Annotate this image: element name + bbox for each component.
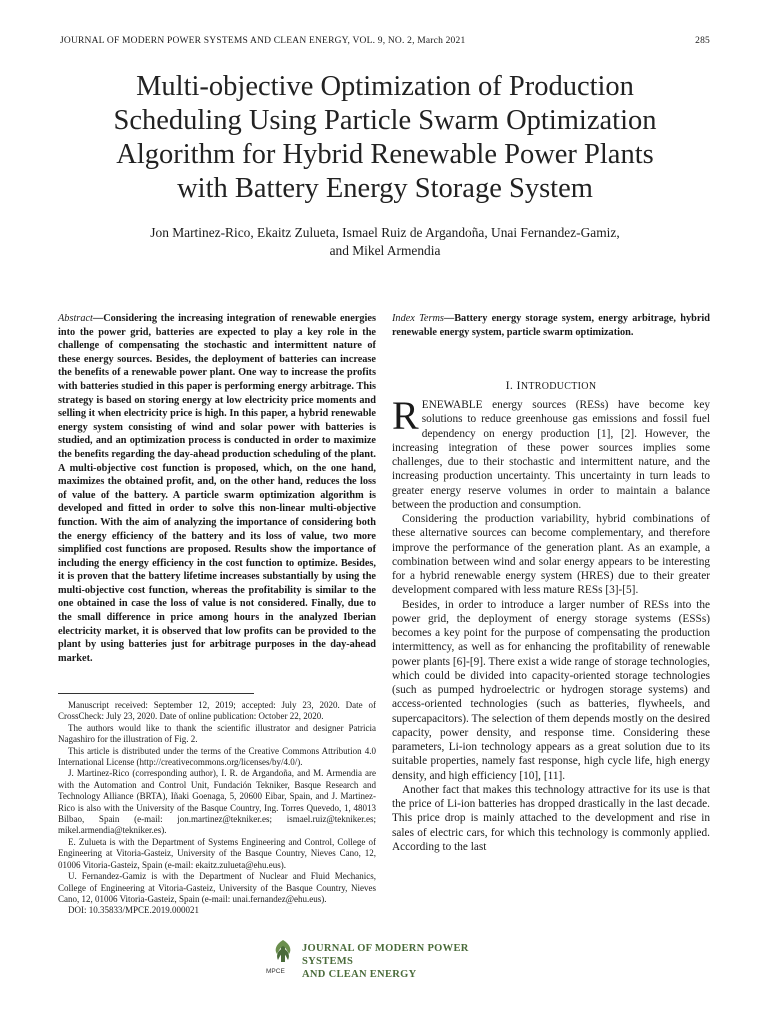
footnote-affiliation: U. Fernandez-Gamiz is with the Department of Nuclear and Fluid Mechanics, College of Engineering at Vitoria-Gasteiz, University of the Basque Country, Nieves Cano, 12, 01006 Vitoria-Gasteiz, Spain (e-mail: unai.fernandez@ehu.eus). — [58, 871, 376, 904]
abstract-label: Abstract — [58, 313, 93, 324]
drop-cap: R — [392, 393, 419, 438]
author-line: and Mikel Armendia — [329, 243, 441, 258]
abstract-text: —Considering the increasing integration of renewable energies into the power grid, batteries are expected to play a key role in the challenge of compensating the stochastic and intermittent nature of these energy sources. Besides, the deployment of batteries can increase the benefits of a renewable power plant. One way to increase the profits with batteries studied in this paper is performing energy arbitrage. This strategy is based on storing energy at low electricity price moments and selling it when electricity price is high. In this paper, a hybrid renewable energy system consisting of wind and solar power with batteries is studied, and an optimization process is conducted in order to maximize the benefits regarding the day-ahead production scheduling of the plant. A multi-objective cost function is proposed, which, on the one hand, maximizes the obtained profit, and, on the other hand, reduces the loss of value of the battery. A particle swarm optimization algorithm is developed and fitted in order to solve this non-linear multi-objective function. With the aim of analyzing the importance of considering both the energy efficiency of the battery and its loss of value, two more simplified cost functions are proposed. Results show the importance of including the energy efficiency in the cost function to optimize. Besides, it is proven that the battery lifetime increases substantially by using the multi-objective cost function, whereas the profitability is similar to the one obtained in case the loss of value is not considered. Finally, due to the small difference in price among hours in the analyzed Iberian electricity market, it is observed that low profits can be provided to the plant by using batteries just for arbitrage purposes in the day-ahead market. — [58, 313, 376, 664]
footnote-manuscript: Manuscript received: September 12, 2019; accepted: July 23, 2020. Date of CrossCheck: July 23, 2020. Date of online publication: October 22, 2020. — [58, 700, 376, 722]
footnote-doi: DOI: 10.35833/MPCE.2019.000021 — [68, 905, 200, 916]
intro-paragraph: Another fact that makes this technology attractive for its use is that the price of Li-ion batteries has dropped drastically in the last decade. This price drop is mainly attached to the development and rise in sales of electric cars, for which this technology is commonly applied. According to the last — [392, 783, 710, 853]
section-number: I. I — [505, 378, 521, 392]
page-number: 285 — [695, 36, 710, 46]
section-heading — [392, 378, 710, 393]
intro-paragraph: Besides, in order to introduce a larger number of RESs into the power grid, the deployment of energy storage systems (ESSs) becomes a key point for the purpose of compensating the production intermittency, as well as for enhancing the profitability of renewable power plants [6]-[9]. There exist a wide range of storage technologies, which could be divided into capacity-oriented storage technologies (such as pumped hydroelectric or hydrogen storage systems) and access-oriented technologies (such as batteries, flywheels, and supercapacitors). The selection of them depends mostly on the desired capacity, power density, and response time. Considering these parameters, Li-ion technology appears as a great solution due to its suitable properties, namely fast response, high cycle life, high energy density, and high efficiency [10], [11]. — [392, 598, 710, 782]
title-line: with Battery Energy Storage System — [177, 173, 593, 204]
introduction-body — [392, 393, 710, 854]
paper-title — [60, 70, 710, 206]
footnote-affiliation: E. Zulueta is with the Department of Systems Engineering and Control, College of Engineering at Vitoria-Gasteiz, University of the Basque Country, Nieves Cano, 12, 01006 Vitoria-Gasteiz, Spain (e-mail: ekaitz.zulueta@ehu.eus). — [58, 836, 376, 870]
abstract — [58, 312, 376, 665]
logo-text — [302, 942, 522, 981]
index-terms-label: Index Terms — [392, 313, 444, 324]
footnote-license: This article is distributed under the terms of the Creative Commons Attribution 4.0 International License (http://creativecommons.org/licenses/by/4.0/). — [58, 745, 376, 768]
intro-paragraph — [392, 393, 710, 512]
section-name: NTRODUCTION — [520, 381, 597, 392]
footnote-divider — [58, 693, 254, 694]
index-terms — [392, 312, 710, 339]
logo-badge: MPCE — [266, 968, 285, 975]
footnote-acknowledgment: The authors would like to thank the scientific illustrator and designer Patricia Nagashiro for the illustration of Fig. 2. — [58, 722, 376, 745]
author-line: Jon Martinez-Rico, Ekaitz Zulueta, Ismael Ruiz de Argandoña, Unai Fernandez-Gamiz, — [150, 225, 620, 240]
title-line: Multi-objective Optimization of Production — [136, 71, 634, 102]
index-terms-text: —Battery energy storage system, energy arbitrage, hybrid renewable energy system, particle swarm optimization. — [392, 313, 710, 338]
footnotes — [58, 700, 376, 917]
logo-line: JOURNAL OF MODERN POWER SYSTEMS — [302, 943, 469, 967]
footnote-affiliation: J. Martinez-Rico (corresponding author), I. R. de Argandoña, and M. Armendia are with the Automation and Control Unit, Fundación Tekniker, Basque Research and Technology Alliance (BRTA), Iñaki Goenaga, 5, 20600 Eibar, Spain, and J. Martinez-Rico is also with the University of the Basque Country, Ing. Torres Quevedo, 1, 48013 Bilbao, Spain (e-mail: jon.martinez@tekniker.es; ismael.ruiz@tekniker.es; mikel.armendia@tekniker.es). — [58, 768, 376, 836]
journal-logo — [262, 938, 522, 980]
logo-line: AND CLEAN ENERGY — [302, 969, 417, 980]
mpce-emblem-icon — [268, 938, 298, 968]
journal-header: JOURNAL OF MODERN POWER SYSTEMS AND CLEAN ENERGY, VOL. 9, NO. 2, March 2021 — [60, 36, 466, 46]
title-line: Algorithm for Hybrid Renewable Power Plants — [116, 139, 654, 170]
author-list — [90, 224, 680, 260]
title-line: Scheduling Using Particle Swarm Optimization — [113, 105, 657, 136]
intro-paragraph-text: ENEWABLE energy sources (RESs) have become key solutions to reduce greenhouse gas emissions and fossil fuel dependency on energy production [1], [2]. However, the increasing integration of these power sources implies some challenges, due to their stochastic and intermittent nature, and the increasing production uncertainty. This uncertainty in turn leads to greater energy reserve volumes in order to maintain a balance between the production and consumption. — [392, 399, 710, 511]
intro-paragraph: Considering the production variability, hybrid combinations of these alternative sources can become complementary, and therefore improve the performance of the generation plant. As an example, a combination between wind and solar energy appears to be interesting for a hybrid renewable energy system (HRES) due to their greater development compared with less mature RESs [3]-[5]. — [392, 513, 710, 597]
running-header — [60, 36, 710, 50]
